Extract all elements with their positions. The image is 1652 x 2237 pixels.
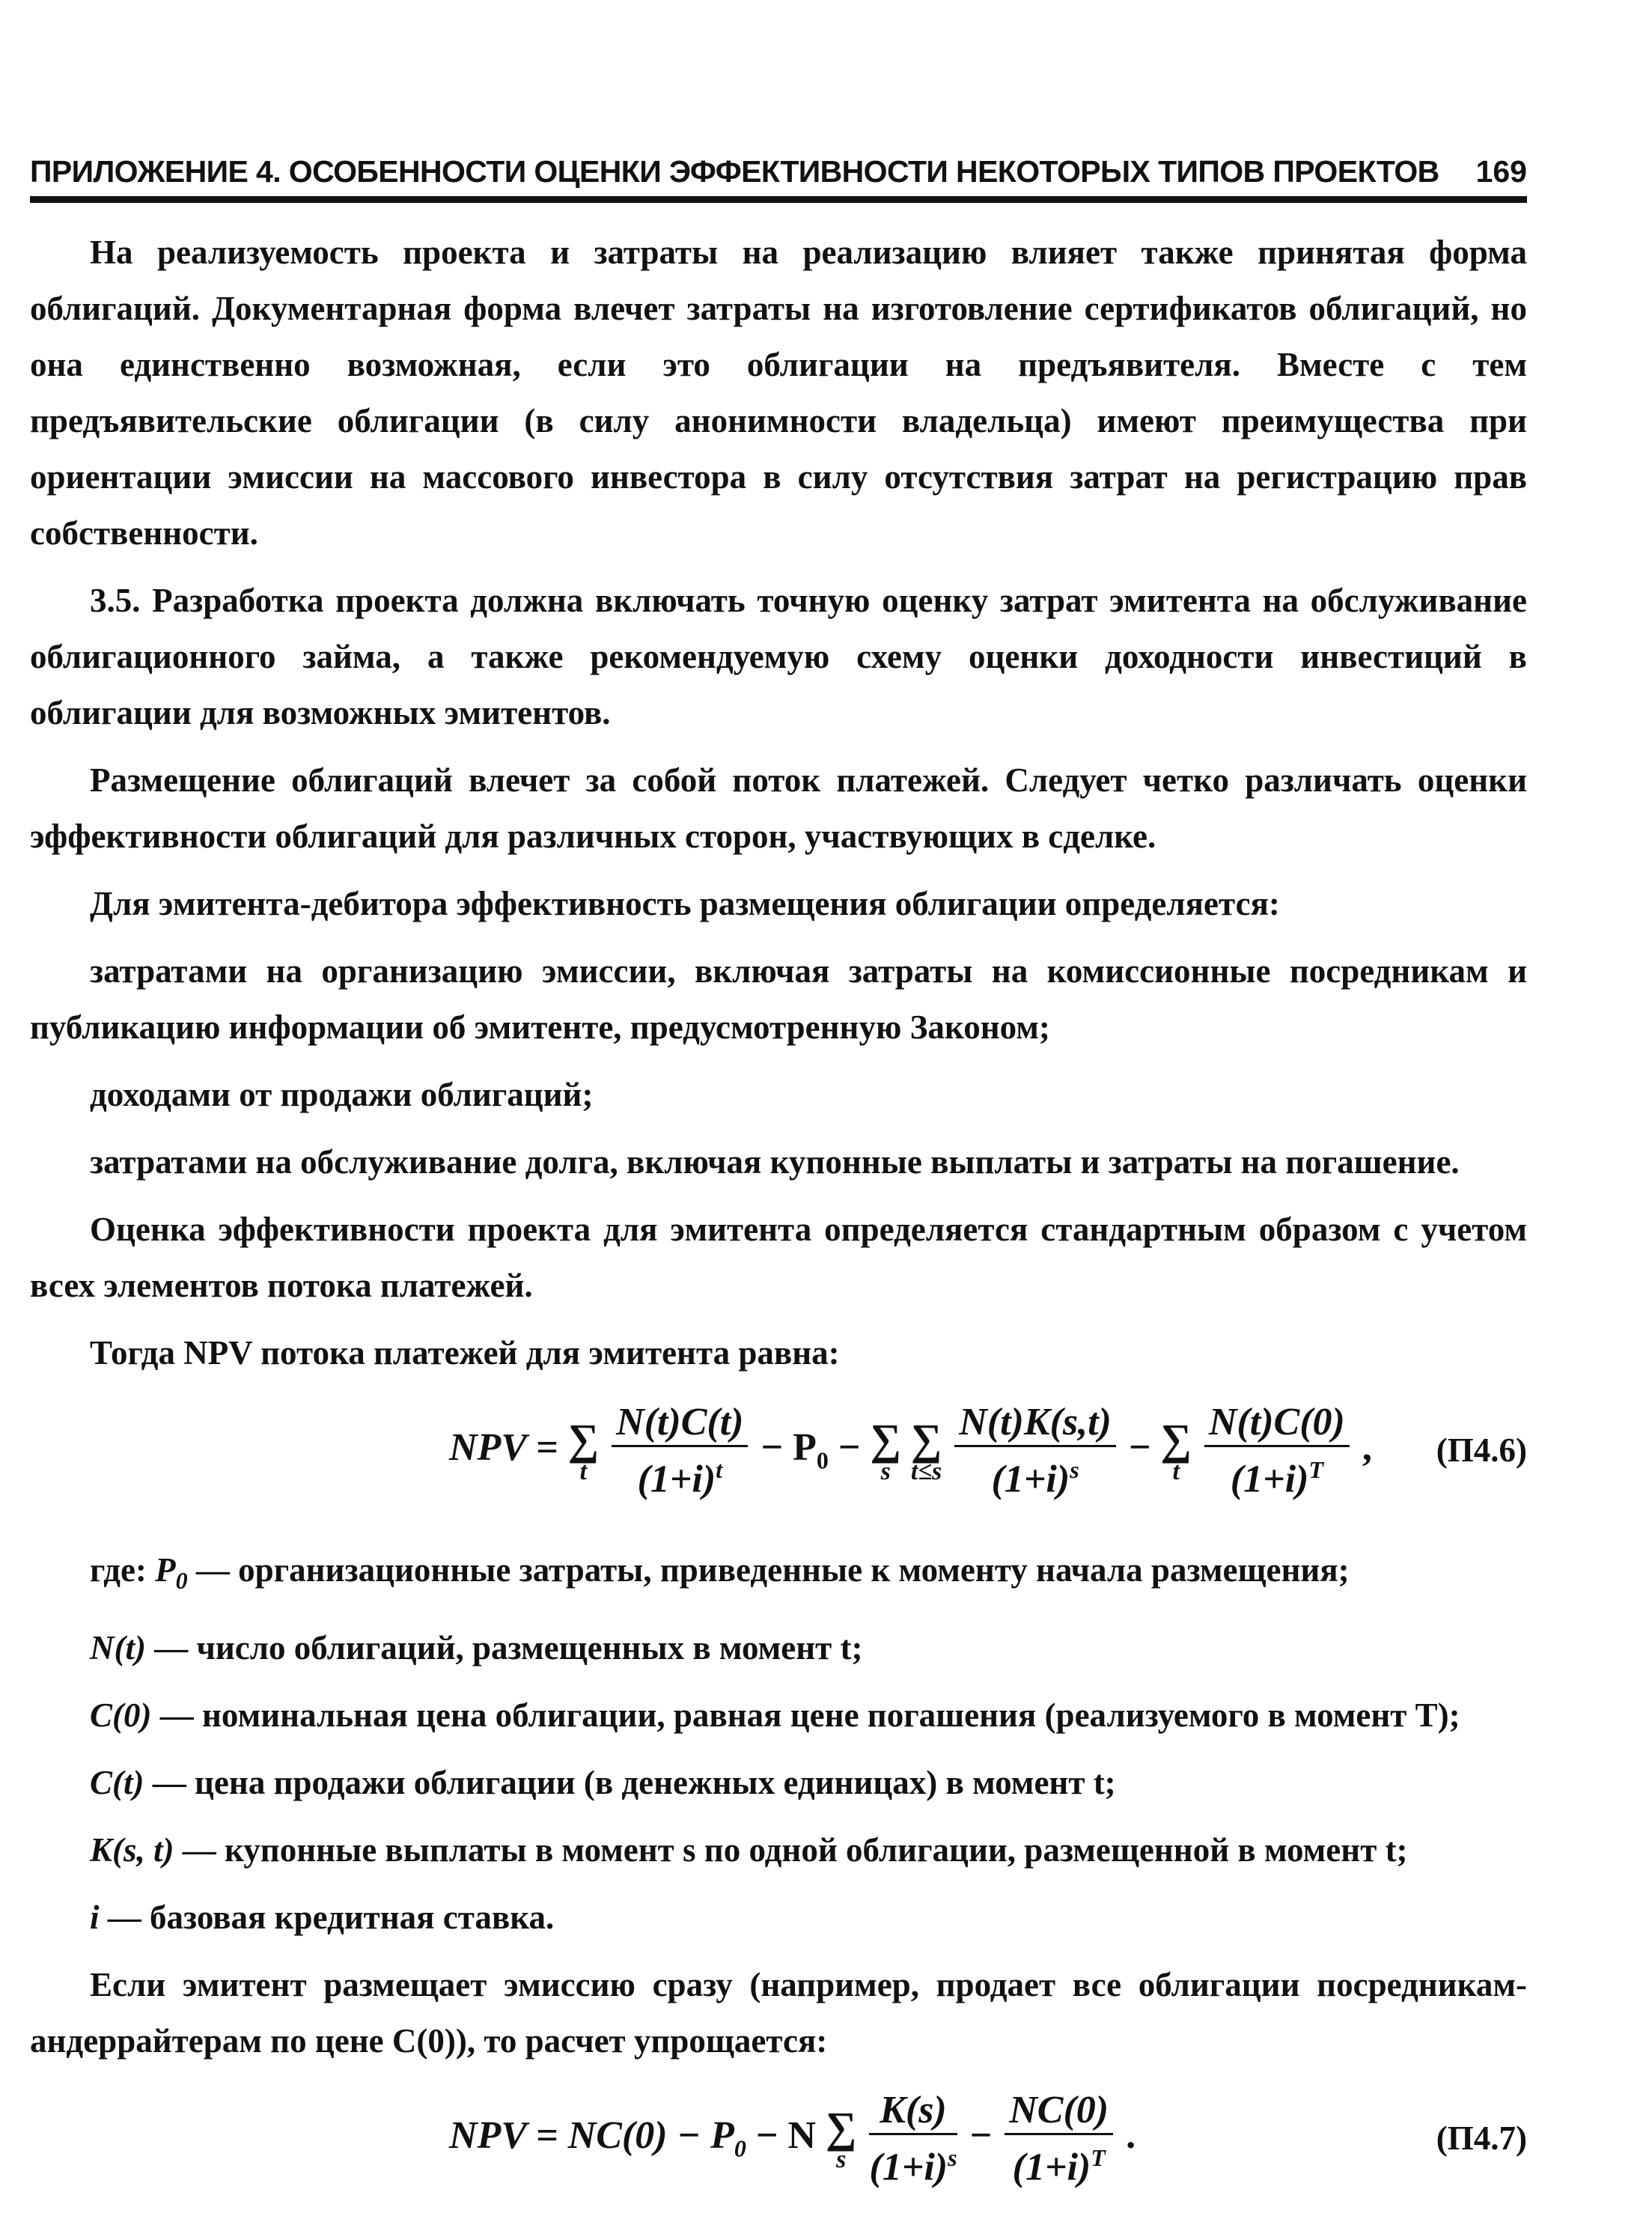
definition-item: C(t) — цена продажи облигации (в денежных единицах) в момент t;	[90, 1764, 1116, 1801]
equation-number: (П4.6)	[1436, 1431, 1527, 1469]
page-number: 169	[1475, 154, 1527, 189]
equation-number: (П4.7)	[1436, 2119, 1527, 2157]
formula-p4-7	[30, 2081, 1527, 2230]
fraction-numerator: K(s)	[869, 2088, 957, 2135]
fraction-denominator: $(1+i)^s$	[869, 2144, 957, 2189]
formula-expression: NPV = $NC(0) - P_0 - N$ ∑ s $\frac{K(s)}{(1+i)^s}$ − $\frac{NC(0)}{(1+i)^T}$ .	[449, 2089, 1136, 2189]
formula-lhs: NPV =	[449, 1426, 558, 1470]
paragraph: затратами на обслуживание долга, включая купонные выплаты и затраты на погашение.	[90, 1143, 1460, 1181]
definition-item: i — базовая кредитная ставка.	[90, 1899, 555, 1936]
sum-symbol: ∑ t	[1160, 1415, 1192, 1486]
fraction-denominator: $(1+i)^t$	[637, 1456, 723, 1501]
body-text	[30, 225, 1527, 2230]
paragraph: Если эмитент размещает эмиссию сразу (например, продает все облигации посредникам-андеррайтерам по цене C(0)), то расчет упрощается:	[30, 1966, 1527, 2060]
formula-expression: NPV = ∑ t $\frac{N(t)C(t)}{(1+i)^t}$ − $P_0$ − ∑ s ∑ t≤s $\frac{N(t)K(s,t)}{(1+i)^s}$ − ∑ t $\frac{N(t)C(0)}{(1+i)^T}$ ,	[449, 1401, 1372, 1501]
fraction-numerator: N(t)C(t)	[612, 1400, 748, 1447]
fraction-numerator: N(t)K(s,t)	[954, 1400, 1116, 1447]
definition-item: где: $P_0$ — организационные затраты, приведенные к моменту начала размещения;	[90, 1551, 1350, 1594]
fraction-denominator: $(1+i)^s$	[991, 1456, 1079, 1501]
definition-item: C(0) — номинальная цена облигации, равная цене погашения (реализуемого в момент T);	[90, 1696, 1460, 1734]
fraction	[612, 1400, 748, 1502]
fraction	[1204, 1400, 1350, 1502]
sum-symbol: ∑ t	[567, 1415, 600, 1486]
fraction-denominator: $(1+i)^T$	[1012, 2144, 1106, 2189]
sum-symbol: ∑ s	[870, 1415, 901, 1486]
running-header	[30, 150, 1527, 204]
paragraph: Для эмитента-дебитора эффективность размещения облигации определяется:	[90, 885, 1280, 922]
fraction-numerator: N(t)C(0)	[1204, 1400, 1350, 1447]
header-title: ПРИЛОЖЕНИЕ 4. ОСОБЕННОСТИ ОЦЕНКИ ЭФФЕКТИВНОСТИ НЕКОТОРЫХ ТИПОВ ПРОЕКТОВ	[30, 154, 1439, 189]
paragraph: Оценка эффективности проекта для эмитента определяется стандартным образом с учетом всех элементов потока платежей.	[30, 1211, 1527, 1304]
paragraph: доходами от продажи облигаций;	[90, 1076, 594, 1113]
paragraph: 3.5. Разработка проекта должна включать точную оценку затрат эмитента на обслуживание облигационного займа, а также рекомендуемую схему оценки доходности инвестиций в облигации для возможных эмитентов.	[30, 582, 1527, 731]
header-rule	[30, 196, 1527, 203]
paragraph: Тогда NPV потока платежей для эмитента равна:	[90, 1334, 840, 1372]
definition-item: N(t) — число облигаций, размещенных в момент t;	[90, 1629, 863, 1667]
paragraph: На реализуемость проекта и затраты на реализацию влияет также принятая форма облигаций. Документарная форма влечет затраты на изготовление сертификатов облигаций, но она единственно возможная, если это облигации на предъявителя. Вместе с тем предъявительские облигации (в силу анонимности владельца) имеют преимущества при ориентации эмиссии на массового инвестора в силу отсутствия затрат на регистрацию прав собственности.	[30, 234, 1527, 552]
fraction-denominator: $(1+i)^T$	[1230, 1456, 1323, 1501]
fraction	[954, 1400, 1116, 1502]
sum-symbol: ∑ t≤s	[910, 1415, 942, 1486]
fraction-numerator: NC(0)	[1005, 2088, 1113, 2135]
paragraph: Размещение облигаций влечет за собой поток платежей. Следует четко различать оценки эффективности облигаций для различных сторон, участвующих в сделке.	[30, 761, 1527, 855]
paragraph: затратами на организацию эмиссии, включая затраты на комиссионные посредникам и публикацию информации об эмитенте, предусмотренную Законом;	[30, 952, 1527, 1046]
formula-lhs: NPV = NC(0) − P	[449, 2114, 734, 2158]
fraction	[869, 2088, 957, 2190]
sum-symbol: ∑ s	[826, 2103, 857, 2174]
definition-item: K(s, t) — купонные выплаты в момент s по одной облигации, размещенной в момент t;	[90, 1831, 1408, 1869]
formula-term: − $P_0$	[761, 1426, 829, 1474]
formula-p4-6	[30, 1393, 1527, 1542]
fraction	[1005, 2088, 1113, 2190]
